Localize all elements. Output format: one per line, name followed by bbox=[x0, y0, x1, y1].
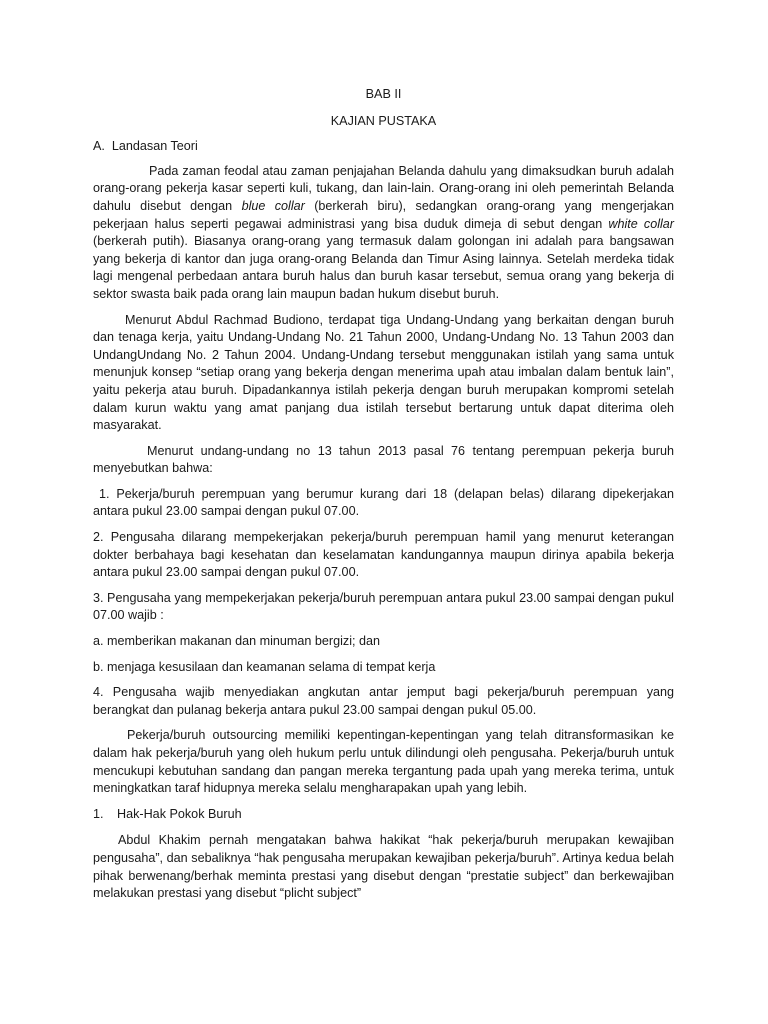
subsection-title: Hak-Hak Pokok Buruh bbox=[117, 806, 242, 821]
paragraph-outsourcing: Pekerja/buruh outsourcing memiliki kepentingan-kepentingan yang telah ditransformasikan ke dalam hak pekerja/buruh yang oleh hukum perlu untuk dilindungi oleh pengusaha. Pekerja/buruh untuk mencukupi kebutuhan sandang dan pangan mereka tergantung pada upah yang mereka terima, untuk meningkatkan taraf hidupnya mereka selalu mengharapakan upah yang lebih. bbox=[93, 728, 674, 796]
section-heading-a bbox=[93, 138, 674, 156]
chapter-number: BAB II bbox=[365, 87, 402, 101]
paragraph-undang-undang: Menurut undang-undang no 13 tahun 2013 pasal 76 tentang perempuan pekerja buruh menyebutkan bahwa: bbox=[93, 443, 674, 476]
list-item: a. memberikan makanan dan minuman bergizi; dan bbox=[93, 634, 381, 649]
list-item: 3. Pengusaha yang mempekerjakan pekerja/buruh perempuan antara pukul 23.00 sampai dengan pukul 07.00 wajib : bbox=[93, 590, 674, 623]
term-white-collar: white collar bbox=[608, 216, 675, 231]
paragraph-khakim: Abdul Khakim pernah mengatakan bahwa hakikat “hak pekerja/buruh merupakan kewajiban pengusaha”, dan sebaliknya “hak pengusaha merupakan kewajiban pekerja/buruh”. Artinya kedua belah pihak berwenang/berhak meminta prestasi yang disebut dengan “prestatie subject” dan berkewajiban melakukan prestasi yang disebut “plicht subject” bbox=[93, 833, 674, 901]
paragraph-budiono: Menurut Abdul Rachmad Budiono, terdapat tiga Undang-Undang yang berkaitan dengan buruh dan tenaga kerja, yaitu Undang-Undang No. 21 Tahun 2000, Undang-Undang No. 13 Tahun 2003 dan UndangUndang No. 2 Tahun 2004. Undang-Undang tersebut menggunakan istilah yang sama untuk menunjuk konsep “setiap orang yang bekerja dengan menerima upah atau imbalan dalam bentuk lain”, yaitu pekerja atau buruh. Dipadankannya istilah pekerja dengan buruh merupakan kompromi setelah dalam kurun waktu yang amat panjang dua istilah tersebut bertarung untuk dapat diterima oleh masyarakat. bbox=[93, 312, 674, 433]
list-item: 2. Pengusaha dilarang mempekerjakan pekerja/buruh perempuan hamil yang menurut keterangan dokter berbahaya bagi kesehatan dan keselamatan kandungannya maupun dirinya apabila bekerja antara pukul 23.00 sampai dengan pukul 07.00. bbox=[93, 530, 674, 580]
list-item: 4. Pengusaha wajib menyediakan angkutan antar jemput bagi pekerja/buruh perempuan yang berangkat dan pulanag bekerja antara pukul 23.00 sampai dengan pukul 05.00. bbox=[93, 685, 674, 717]
term-blue-collar: blue collar bbox=[241, 198, 305, 213]
paragraph-feodal: Pada zaman feodal atau zaman penjajahan Belanda dahulu yang dimaksudkan buruh adalah orang-orang pekerja kasar seperti kuli, tukang, dan lain-lain. Orang-orang ini oleh pemerintah Belanda dahulu disebut dengan blue collar (berkerah biru), sedangkan orang-orang yang mengerjakan pekerjaan halus seperti pegawai administrasi yang bisa duduk dimeja di sebut dengan white collar (berkerah putih). Biasanya orang-orang yang termasuk dalam golongan ini adalah para bangsawan yang bekerja di kantor dan juga orang-orang Belanda dan Timur Asing lainnya. Setelah merdeka tidak lagi mengenal perbedaan antara buruh halus dan buruh kasar tersebut, semua orang yang bekerja di sektor swasta baik pada orang lain maupun badan hukum disebut buruh. bbox=[93, 163, 675, 301]
section-label: A. bbox=[93, 139, 105, 154]
list-item: b. menjaga kesusilaan dan keamanan selama di tempat kerja bbox=[93, 659, 436, 674]
subsection-heading bbox=[93, 806, 674, 824]
document-page bbox=[93, 86, 674, 903]
list-item: 1. Pekerja/buruh perempuan yang berumur kurang dari 18 (delapan belas) dilarang dipekerjakan antara pukul 23.00 sampai dengan pukul 07.00. bbox=[93, 486, 674, 519]
section-title: Landasan Teori bbox=[111, 139, 198, 154]
chapter-title: KAJIAN PUSTAKA bbox=[330, 113, 437, 128]
subsection-label: 1. bbox=[93, 806, 104, 821]
